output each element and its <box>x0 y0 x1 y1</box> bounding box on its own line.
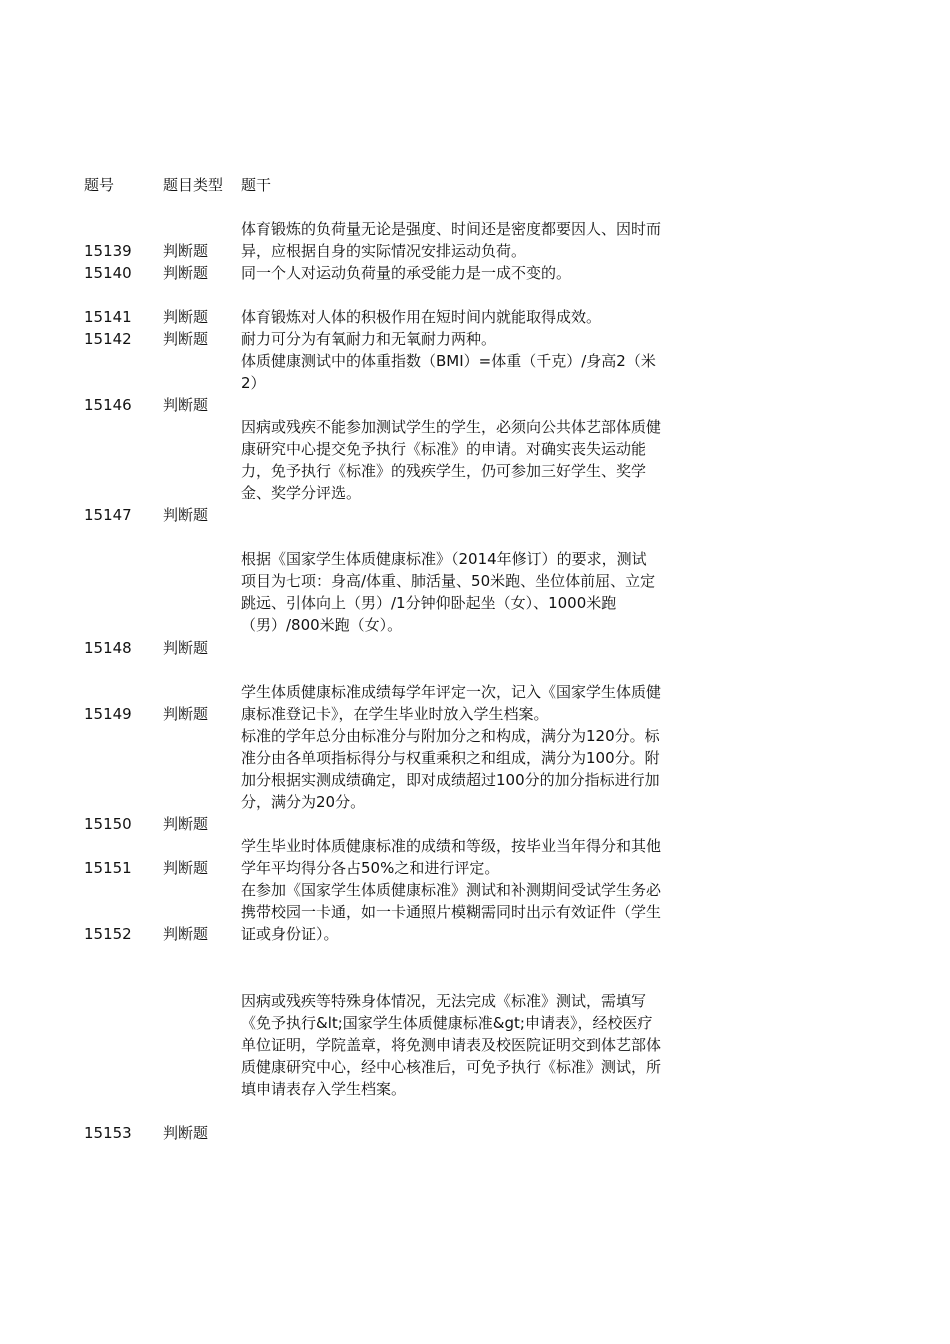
row-id: 15142 <box>84 330 132 348</box>
header-id: 题号 <box>84 176 115 194</box>
row-id: 15146 <box>84 396 132 414</box>
row-stem: 体育锻炼的负荷量无论是强度、时间还是密度都要因人、因时而异，应根据自身的实际情况安排运动负荷。 <box>241 220 662 260</box>
row-type: 判断题 <box>163 242 209 260</box>
row-stem: 因病或残疾不能参加测试学生的学生，必须向公共体艺部体质健康研究中心提交免予执行《标准》的申请。对确实丧失运动能力，免予执行《标准》的残疾学生，仍可参加三好学生、奖学金、奖学分评选。 <box>241 418 662 502</box>
row-id: 15139 <box>84 242 132 260</box>
row-stem: 因病或残疾等特殊身体情况，无法完成《标准》测试，需填写《免予执行&lt;国家学生体质健康标准&gt;申请表》，经校医疗单位证明，学院盖章，将免测申请表及校医院证明交到体艺部体质健康研究中心，经中心核准后，可免予执行《标准》测试，所填申请表存入学生档案。 <box>241 992 662 1098</box>
row-id: 15140 <box>84 264 132 282</box>
row-stem: 标准的学年总分由标准分与附加分之和构成，满分为120分。标准分由各单项指标得分与权重乘积之和组成，满分为100分。附加分根据实测成绩确定，即对成绩超过100分的加分指标进行加分，满分为20分。 <box>241 727 660 811</box>
row-stem: 体质健康测试中的体重指数（BMI）=体重（千克）/身高2（米2） <box>241 352 656 392</box>
row-type: 判断题 <box>163 815 209 833</box>
row-type: 判断题 <box>163 330 209 348</box>
row-stem: 学生毕业时体质健康标准的成绩和等级，按毕业当年得分和其他学年平均得分各占50%之和进行评定。 <box>241 837 662 877</box>
header-stem: 题干 <box>241 176 272 194</box>
row-type: 判断题 <box>163 264 209 282</box>
row-id: 15148 <box>84 639 132 657</box>
row-stem: 在参加《国家学生体质健康标准》测试和补测期间受试学生务必携带校园一卡通，如一卡通照片模糊需同时出示有效证件（学生证或身份证）。 <box>241 881 662 943</box>
row-stem: 同一个人对运动负荷量的承受能力是一成不变的。 <box>241 264 572 282</box>
row-id: 15153 <box>84 1124 132 1142</box>
row-id: 15150 <box>84 815 132 833</box>
header-type: 题目类型 <box>163 176 224 194</box>
row-type: 判断题 <box>163 925 209 943</box>
row-id: 15152 <box>84 925 132 943</box>
row-id: 15149 <box>84 705 132 723</box>
row-stem: 根据《国家学生体质健康标准》（2014年修订）的要求，测试项目为七项：身高/体重、肺活量、50米跑、坐位体前屈、立定跳远、引体向上（男）/1分钟仰卧起坐（女）、1000米跑（男）/800米跑（女）。 <box>241 550 656 634</box>
row-type: 判断题 <box>163 308 209 326</box>
row-id: 15151 <box>84 859 132 877</box>
row-type: 判断题 <box>163 396 209 414</box>
row-type: 判断题 <box>163 1124 209 1142</box>
row-stem: 体育锻炼对人体的积极作用在短时间内就能取得成效。 <box>241 308 602 326</box>
row-type: 判断题 <box>163 859 209 877</box>
row-stem: 学生体质健康标准成绩每学年评定一次，记入《国家学生体质健康标准登记卡》，在学生毕业时放入学生档案。 <box>241 683 662 723</box>
row-type: 判断题 <box>163 506 209 524</box>
row-type: 判断题 <box>163 705 209 723</box>
row-id: 15147 <box>84 506 132 524</box>
row-stem: 耐力可分为有氧耐力和无氧耐力两种。 <box>241 330 497 348</box>
row-id: 15141 <box>84 308 132 326</box>
row-type: 判断题 <box>163 639 209 657</box>
